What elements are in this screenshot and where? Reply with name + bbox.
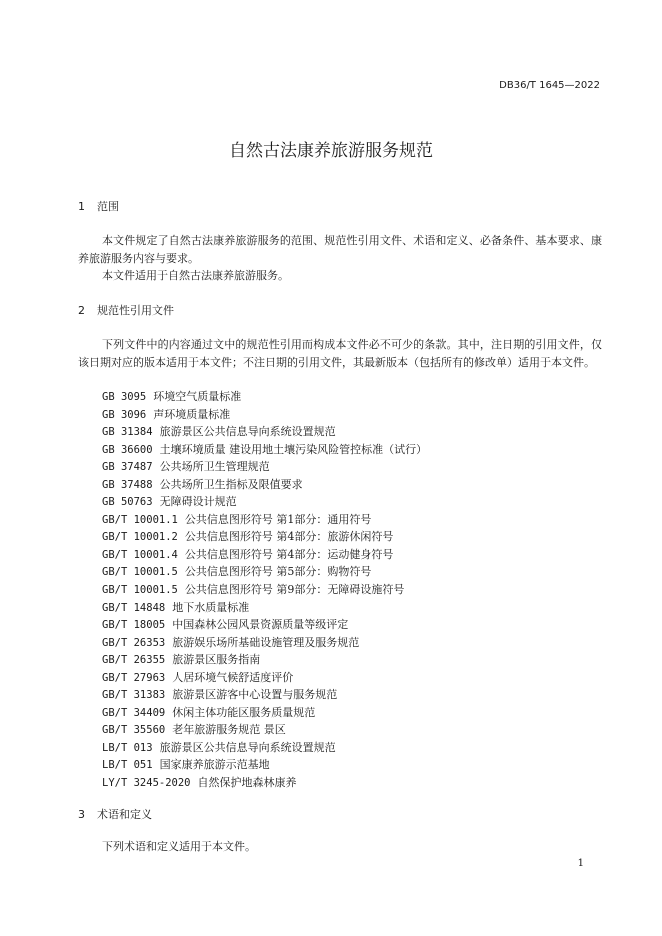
- reference-title: 旅游景区公共信息导向系统设置规范: [159, 425, 336, 439]
- reference-item: [102, 686, 427, 704]
- reference-code: GB 37487: [102, 461, 153, 474]
- section-3-intro: 下列术语和定义适用于本文件。: [102, 840, 256, 853]
- reference-item: [102, 599, 427, 617]
- section-2-intro: 下列文件中的内容通过文中的规范性引用而构成本文件必不可少的条款。其中，注日期的引用文件，仅该日期对应的版本适用于本文件；不注日期的引用文件，其最新版本（包括所有的修改单）适用于本文件。: [78, 338, 602, 369]
- page-number: 1: [577, 858, 584, 869]
- reference-code: GB 31384: [102, 426, 153, 439]
- reference-code: GB/T 14848: [102, 601, 166, 614]
- section-title: 规范性引用文件: [97, 304, 174, 317]
- reference-item: [102, 756, 427, 774]
- reference-code: GB/T 26355: [102, 654, 166, 667]
- reference-code: LB/T 013: [102, 741, 153, 754]
- reference-item: [102, 669, 427, 687]
- reference-title: 声环境质量标准: [153, 407, 231, 421]
- reference-item: [102, 441, 427, 459]
- reference-item: [102, 406, 427, 424]
- reference-item: [102, 774, 427, 792]
- reference-code: GB/T 34409: [102, 706, 166, 719]
- reference-code: GB 36600: [102, 443, 153, 456]
- standard-code: DB36/T 1645—2022: [499, 80, 600, 91]
- reference-code: GB 3095: [102, 391, 147, 403]
- section-title: 术语和定义: [97, 808, 152, 821]
- reference-title: 公共场所卫生指标及限值要求: [159, 477, 303, 491]
- section-number: 2: [78, 304, 85, 317]
- reference-title: 地下水质量标准: [172, 600, 250, 614]
- reference-code: GB/T 26353: [102, 636, 166, 649]
- section-2-heading: [78, 302, 174, 318]
- reference-code: GB/T 10001.2: [102, 531, 178, 544]
- section-1-paragraph-2: 本文件适用于自然古法康养旅游服务。: [102, 269, 289, 282]
- reference-item: [102, 388, 427, 406]
- reference-item: [102, 739, 427, 757]
- reference-code: LY/T 3245-2020: [102, 777, 191, 790]
- reference-item: [102, 581, 427, 599]
- reference-title: 公共信息图形符号 第9部分：无障碍设施符号: [184, 583, 405, 597]
- section-3-heading: [78, 806, 152, 822]
- reference-item: [102, 634, 427, 652]
- document-title: 自然古法康养旅游服务规范: [229, 141, 433, 161]
- reference-code: GB/T 35560: [102, 724, 166, 737]
- section-1-heading: [78, 198, 119, 214]
- reference-title: 国家康养旅游示范基地: [159, 758, 270, 772]
- reference-item: [102, 616, 427, 634]
- reference-item: [102, 423, 427, 441]
- reference-title: 公共信息图形符号 第1部分：通用符号: [184, 512, 372, 526]
- reference-item: [102, 493, 427, 511]
- reference-title: 公共场所卫生管理规范: [159, 460, 270, 474]
- reference-title: 旅游景区服务指南: [172, 653, 261, 667]
- reference-title: 人居环境气候舒适度评价: [172, 670, 294, 684]
- section-title: 范围: [97, 200, 119, 213]
- section-number: 3: [78, 808, 85, 821]
- reference-code: GB 37488: [102, 478, 153, 491]
- reference-code: GB/T 10001.1: [102, 513, 178, 526]
- reference-item: [102, 511, 427, 529]
- section-number: 1: [78, 200, 85, 213]
- reference-item: [102, 528, 427, 546]
- reference-code: GB/T 27963: [102, 671, 166, 684]
- reference-title: 中国森林公园风景资源质量等级评定: [172, 618, 349, 632]
- reference-item: [102, 476, 427, 494]
- normative-references-list: [102, 388, 427, 792]
- reference-code: GB/T 10001.5: [102, 584, 178, 597]
- reference-item: [102, 651, 427, 669]
- section-1-paragraph-1: 本文件规定了自然古法康养旅游服务的范围、规范性引用文件、术语和定义、必备条件、基本要求、康养旅游服务内容与要求。: [78, 234, 602, 265]
- reference-title: 无障碍设计规范: [159, 495, 237, 509]
- reference-code: GB/T 31383: [102, 689, 166, 702]
- reference-title: 旅游娱乐场所基础设施管理及服务规范: [172, 635, 360, 649]
- reference-code: GB 3096: [102, 408, 147, 421]
- reference-code: GB/T 10001.5: [102, 566, 178, 579]
- reference-title: 老年旅游服务规范 景区: [172, 723, 286, 737]
- reference-title: 公共信息图形符号 第5部分：购物符号: [184, 565, 372, 579]
- reference-item: [102, 546, 427, 564]
- reference-title: 自然保护地森林康养: [197, 776, 297, 790]
- reference-title: 环境空气质量标准: [153, 390, 242, 403]
- reference-code: GB/T 18005: [102, 619, 166, 632]
- reference-code: LB/T 051: [102, 759, 153, 772]
- reference-item: [102, 563, 427, 581]
- reference-item: [102, 458, 427, 476]
- reference-item: [102, 721, 427, 739]
- reference-code: GB/T 10001.4: [102, 548, 178, 561]
- reference-title: 休闲主体功能区服务质量规范: [172, 705, 316, 719]
- reference-title: 公共信息图形符号 第4部分：运动健身符号: [184, 547, 394, 561]
- reference-title: 土壤环境质量 建设用地土壤污染风险管控标准（试行）: [159, 442, 428, 456]
- reference-title: 旅游景区公共信息导向系统设置规范: [159, 740, 336, 754]
- reference-item: [102, 704, 427, 722]
- reference-title: 旅游景区游客中心设置与服务规范: [172, 688, 338, 702]
- reference-title: 公共信息图形符号 第4部分：旅游休闲符号: [184, 530, 394, 544]
- reference-code: GB 50763: [102, 496, 153, 509]
